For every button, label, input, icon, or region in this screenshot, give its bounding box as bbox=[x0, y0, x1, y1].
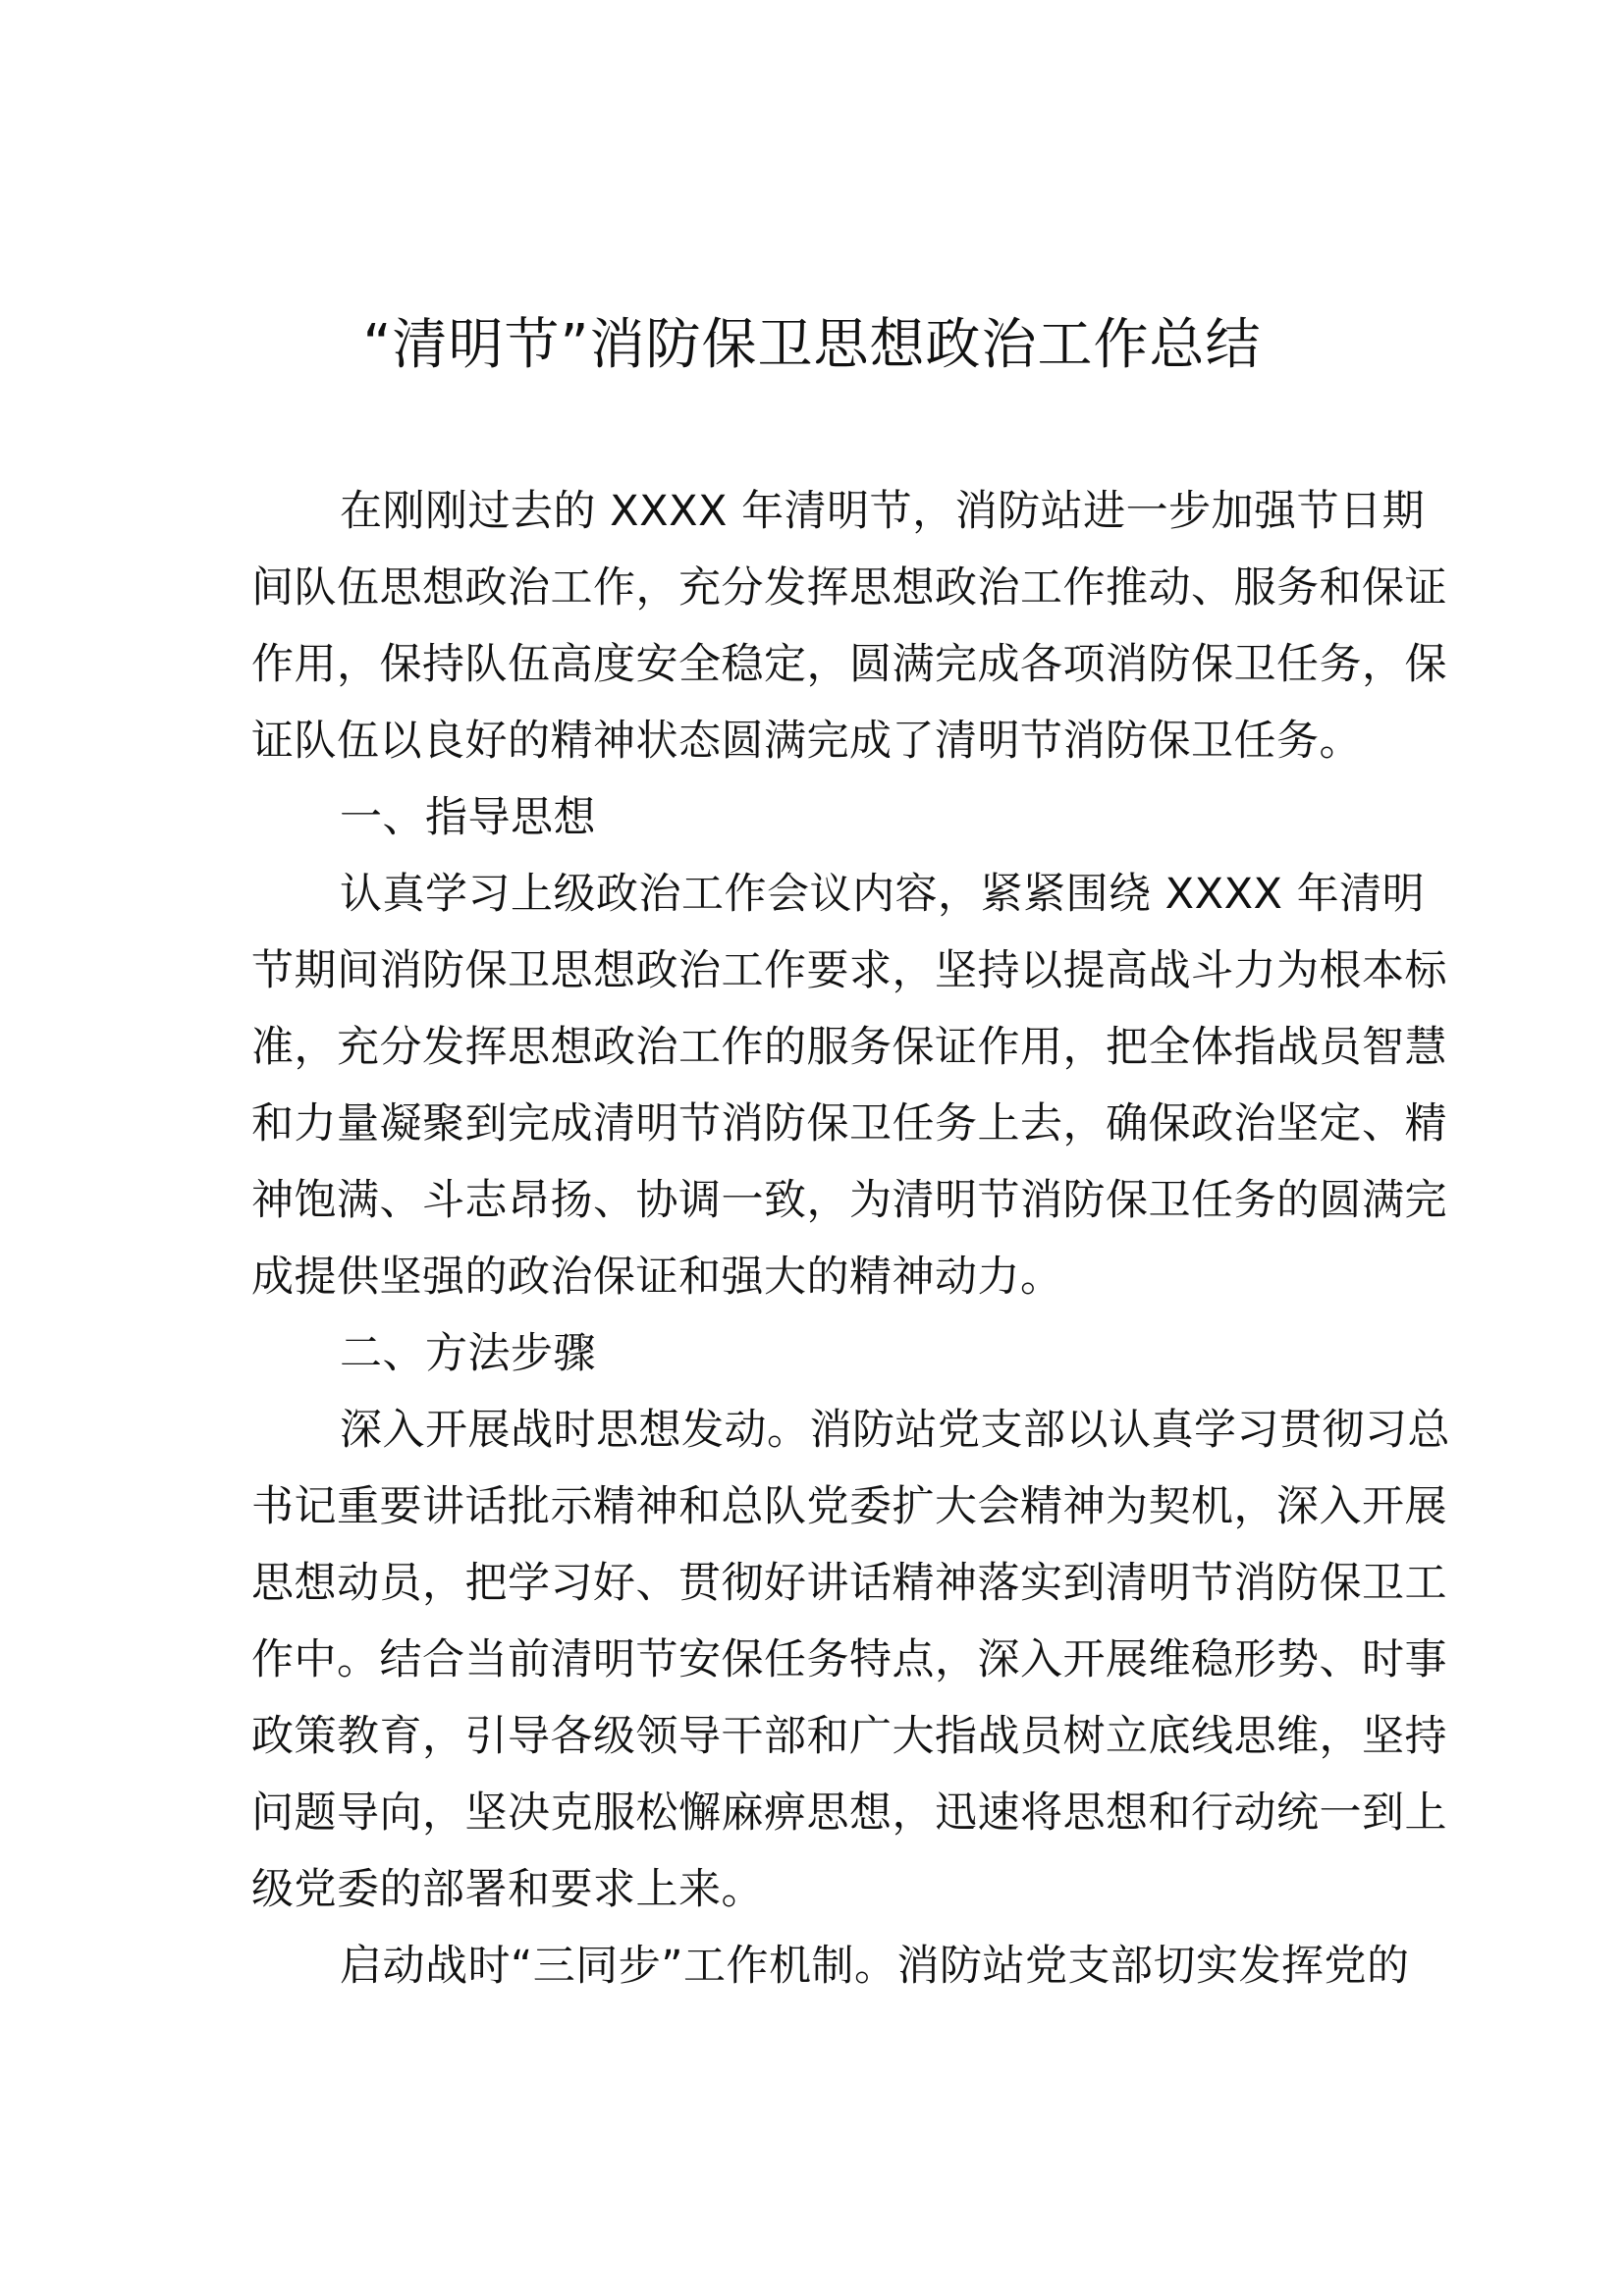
document-title: “清明节”消防保卫思想政治工作总结 bbox=[362, 313, 1262, 377]
document-body bbox=[251, 473, 1450, 2004]
paragraph-intro-line: 在刚刚过去的 XXXX 年清明节，消防站进一步加强节日期 bbox=[340, 487, 1426, 536]
paragraph-methods-line: 书记重要讲话批示精神和总队党委扩大会精神为契机，深入开展 bbox=[251, 1482, 1447, 1531]
paragraph-intro-line: 间队伍思想政治工作，充分发挥思想政治工作推动、服务和保证 bbox=[251, 563, 1447, 613]
paragraph-guiding-line: 认真学习上级政治工作会议内容，紧紧围绕 XXXX 年清明 bbox=[340, 870, 1426, 919]
paragraph-methods-line: 政策教育，引导各级领导干部和广大指战员树立底线思维，坚持 bbox=[251, 1712, 1447, 1761]
paragraph-intro-line: 作用，保持队伍高度安全稳定，圆满完成各项消防保卫任务，保 bbox=[251, 640, 1447, 689]
paragraph-guiding-line: 神饱满、斗志昂扬、协调一致，为清明节消防保卫任务的圆满完 bbox=[251, 1176, 1447, 1225]
paragraph-guiding-line: 准，充分发挥思想政治工作的服务保证作用，把全体指战员智慧 bbox=[251, 1023, 1447, 1072]
section-heading-guiding-thought: 一、指导思想 bbox=[340, 793, 596, 842]
paragraph-guiding-line: 和力量凝聚到完成清明节消防保卫任务上去，确保政治坚定、精 bbox=[251, 1099, 1447, 1148]
paragraph-sync-mechanism-line: 启动战时“三同步”工作机制。消防站党支部切实发挥党的 bbox=[340, 1942, 1410, 1991]
paragraph-methods-line: 级党委的部署和要求上来。 bbox=[251, 1865, 764, 1914]
paragraph-guiding-line: 节期间消防保卫思想政治工作要求，坚持以提高战斗力为根本标 bbox=[251, 946, 1447, 995]
paragraph-methods-line: 深入开展战时思想发动。消防站党支部以认真学习贯彻习总 bbox=[340, 1406, 1450, 1455]
paragraph-guiding-line: 成提供坚强的政治保证和强大的精神动力。 bbox=[251, 1253, 1063, 1302]
paragraph-intro-line: 证队伍以良好的精神状态圆满完成了清明节消防保卫任务。 bbox=[251, 717, 1362, 766]
paragraph-methods-line: 问题导向，坚决克服松懈麻痹思想，迅速将思想和行动统一到上 bbox=[251, 1789, 1447, 1838]
paragraph-methods-line: 作中。结合当前清明节安保任务特点，深入开展维稳形势、时事 bbox=[251, 1635, 1447, 1684]
section-heading-methods: 二、方法步骤 bbox=[340, 1329, 596, 1378]
paragraph-methods-line: 思想动员，把学习好、贯彻好讲话精神落实到清明节消防保卫工 bbox=[251, 1559, 1447, 1608]
